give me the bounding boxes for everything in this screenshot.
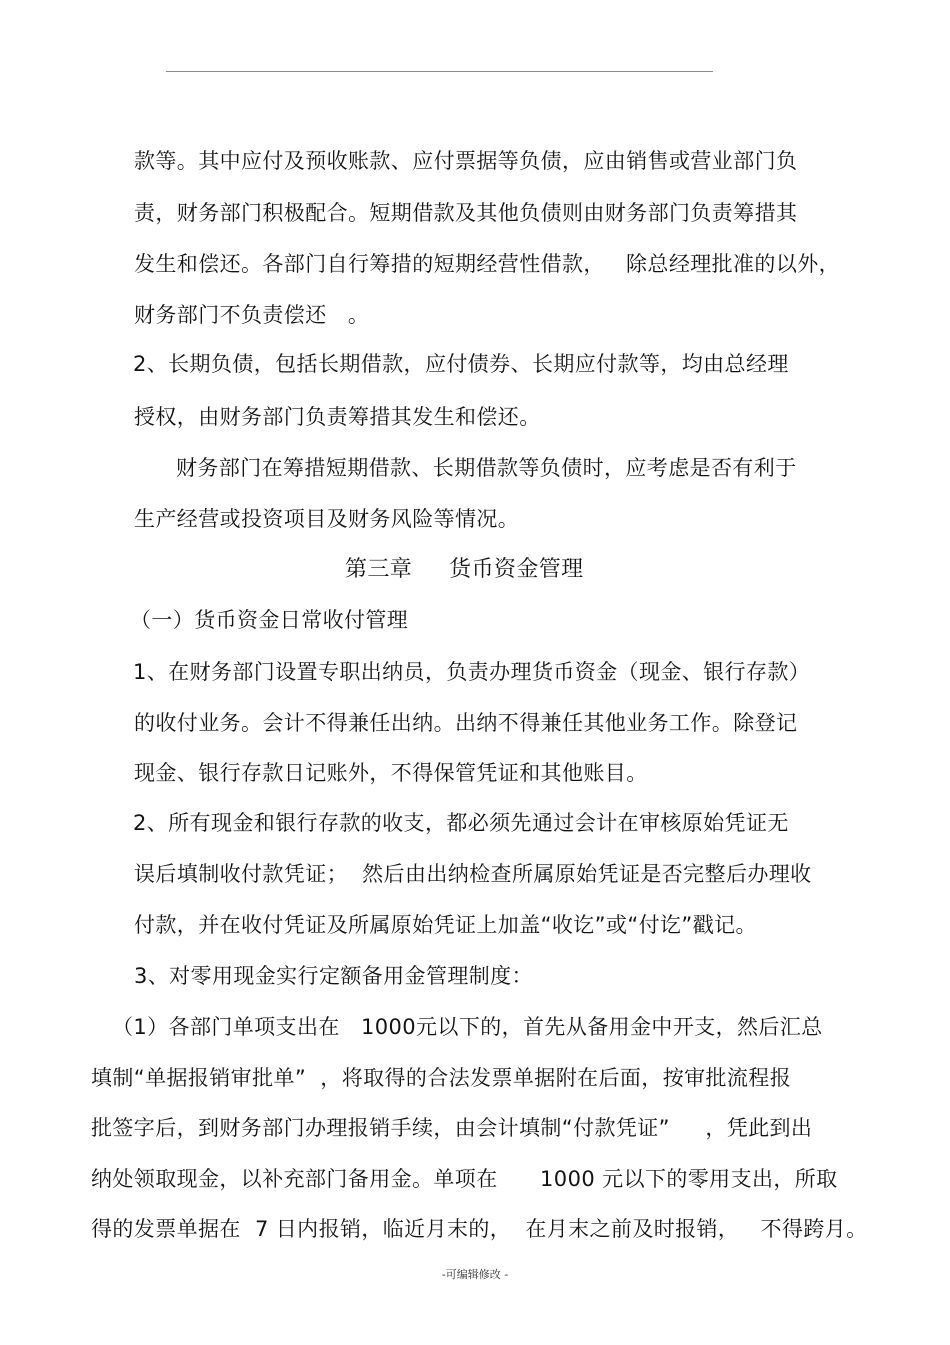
paragraph-line: 财务部门不负责偿还 。 (134, 303, 370, 327)
paragraph-line: 1、在财务部门设置专职出纳员，负责办理货币资金（现金、银行存款） (133, 660, 811, 684)
paragraph-line: 付款，并在收付凭证及所属原始凭证上加盖“收讫”或“付讫”戳记。 (134, 913, 757, 937)
page-footer: -可编辑修改 - (441, 1268, 509, 1281)
section-heading: （一）货币资金日常收付管理 (130, 608, 409, 632)
paragraph-line: 授权，由财务部门负责筹措其发生和偿还。 (134, 405, 541, 429)
paragraph-line: 责，财务部门积极配合。短期借款及其他负债则由财务部门负责筹措其 (134, 201, 798, 225)
paragraph-line: 纳处领取现金，以补充部门备用金。单项在 1000 元以下的零用支出，所取 (91, 1167, 838, 1191)
paragraph-line: 款等。其中应付及预收账款、应付票据等负债，应由销售或营业部门负 (134, 149, 798, 173)
paragraph-line: 2、所有现金和银行存款的收支，都必须先通过会计在审核原始凭证无 (133, 811, 789, 835)
paragraph-line: 2、长期负债，包括长期借款，应付债券、长期应付款等，均由总经理 (133, 352, 789, 376)
paragraph-line: 生产经营或投资项目及财务风险等情况。 (134, 507, 520, 531)
paragraph-line: （1）各部门单项支出在 1000元以下的，首先从备用金中开支，然后汇总 (112, 1015, 823, 1039)
paragraph-line: 得的发票单据在 7 日内报销，临近月末的， 在月末之前及时报销， 不得跨月。 (91, 1217, 868, 1241)
paragraph-line: 发生和偿还。各部门自行筹措的短期经营性借款， 除总经理批准的以外， (134, 252, 841, 276)
chapter-heading: 第三章 货币资金管理 (345, 557, 584, 582)
paragraph-line: 误后填制收付款凭证； 然后由出纳检查所属原始凭证是否完整后办理收 (134, 862, 812, 886)
paragraph-line: 的收付业务。会计不得兼任出纳。出纳不得兼任其他业务工作。除登记 (134, 711, 798, 735)
paragraph-line: 财务部门在筹措短期借款、长期借款等负债时，应考虑是否有利于 (176, 456, 797, 480)
paragraph-line: 现金、银行存款日记账外，不得保管凭证和其他账目。 (134, 761, 648, 785)
paragraph-line: 3、对零用现金实行定额备用金管理制度： (134, 964, 533, 988)
header-rule (166, 71, 713, 72)
paragraph-line: 批签字后，到财务部门办理报销手续，由会计填制“付款凭证” ，凭此到出 (91, 1116, 813, 1140)
paragraph-line: 填制“单据报销审批单” ，将取得的合法发票单据附在后面，按审批流程报 (91, 1066, 792, 1090)
